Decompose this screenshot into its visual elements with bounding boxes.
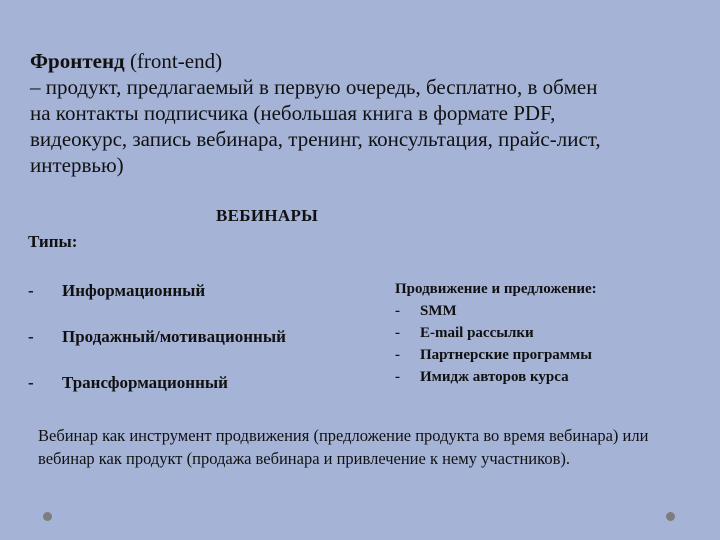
intro-line: – продукт, предлагаемый в первую очередь, бесплатно, в обмен <box>30 75 598 99</box>
intro-line: видеокурс, запись вебинара, тренинг, консультация, прайс-лист, <box>30 127 601 151</box>
list-dash: - <box>395 369 400 385</box>
promotion-label: Имидж авторов курса <box>420 369 569 385</box>
type-item <box>28 373 228 393</box>
list-dash: - <box>28 373 34 392</box>
type-item <box>28 281 205 301</box>
promotion-item <box>395 300 695 322</box>
promotion-list <box>395 300 695 388</box>
list-dash: - <box>28 281 34 300</box>
intro-paragraph <box>30 48 700 178</box>
intro-term-suffix: (front-end) <box>124 49 223 73</box>
webinar-note: Вебинар как инструмент продвижения (предложение продукта во время вебинара) или вебинар как продукт (продажа вебинара и привлечение к нему участников). <box>38 426 649 468</box>
list-dash: - <box>395 303 400 319</box>
type-label: Продажный/мотивационный <box>62 327 286 346</box>
promotion-label: Партнерские программы <box>420 347 592 363</box>
list-dash: - <box>28 327 34 346</box>
intro-term: Фронтенд <box>30 49 125 73</box>
decorative-dot <box>43 512 52 521</box>
list-dash: - <box>395 347 400 363</box>
webinars-title: ВЕБИНАРЫ <box>216 206 319 225</box>
type-item <box>28 327 286 347</box>
type-label: Информационный <box>62 281 206 300</box>
decorative-dot <box>666 512 675 521</box>
promotion-item <box>395 322 695 344</box>
promotion-label: E-mail рассылки <box>420 325 534 341</box>
list-dash: - <box>395 325 400 341</box>
promotion-block <box>395 278 695 388</box>
intro-line: на контакты подписчика (небольшая книга в формате PDF, <box>30 101 556 125</box>
promotion-title: Продвижение и предложение: <box>395 281 597 297</box>
intro-first-line <box>30 48 700 74</box>
types-label: Типы: <box>28 232 78 251</box>
intro-line: интервью) <box>30 153 124 177</box>
type-label: Трансформационный <box>62 373 228 392</box>
promotion-item <box>395 366 695 388</box>
promotion-item <box>395 344 695 366</box>
promotion-label: SMM <box>420 303 457 319</box>
